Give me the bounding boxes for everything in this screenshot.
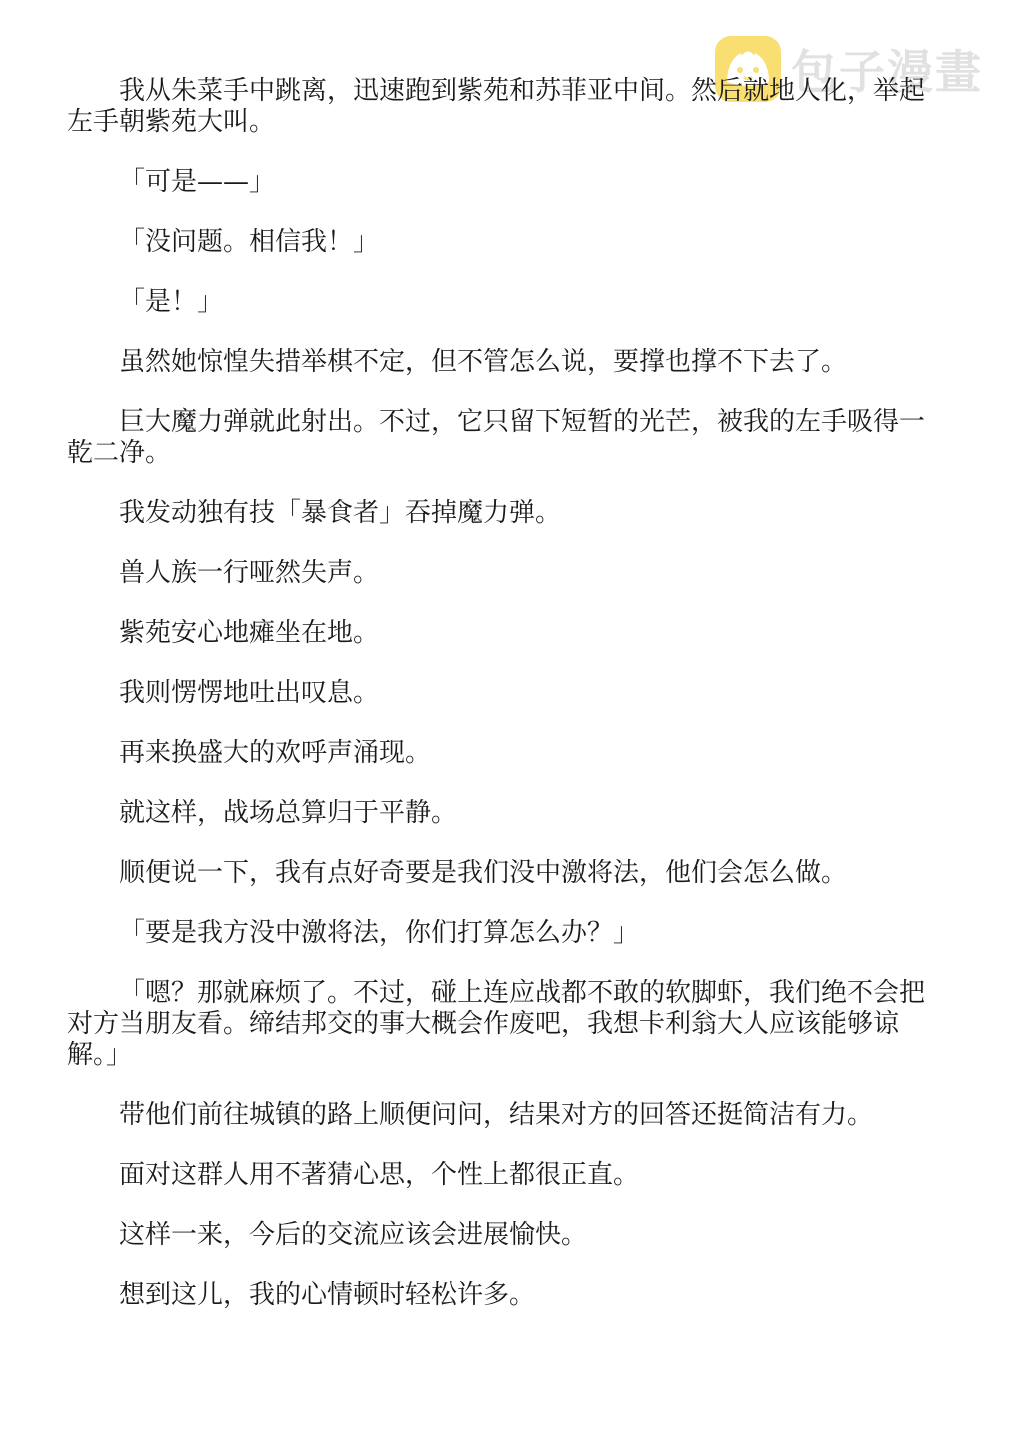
paragraph: 这样一来，今后的交流应该会进展愉快。 (119, 1220, 588, 1250)
paragraph: 紫苑安心地瘫坐在地。 (119, 618, 380, 648)
document-body (67, 76, 947, 1340)
paragraph: 面对这群人用不著猜心思，个性上都很正直。 (119, 1160, 640, 1190)
paragraph: 虽然她惊惶失措举棋不定，但不管怎么说，要撑也撑不下去了。 (119, 347, 848, 377)
paragraph: 「可是——」 (119, 167, 276, 197)
paragraph: 兽人族一行哑然失声。 (119, 558, 380, 588)
paragraph: 「嗯？那就麻烦了。不过，碰上连应战都不敢的软脚虾，我们绝不会把对方当朋友看。缔结邦交的事大概会作废吧，我想卡利翁大人应该能够谅解。」 (67, 978, 926, 1070)
paragraph: 就这样，战场总算归于平静。 (119, 798, 458, 828)
paragraph: 再来换盛大的欢呼声涌现。 (119, 738, 432, 768)
paragraph: 带他们前往城镇的路上顺便问问，结果对方的回答还挺简洁有力。 (119, 1100, 874, 1130)
paragraph: 我发动独有技「暴食者」吞掉魔力弹。 (119, 498, 562, 528)
paragraph: 「要是我方没中激将法，你们打算怎么办？」 (119, 918, 640, 948)
paragraph: 「没问题。相信我！」 (119, 227, 380, 257)
watermark-text: 包子漫畫 (791, 45, 983, 99)
paragraph: 想到这儿，我的心情顿时轻松许多。 (119, 1280, 536, 1310)
paragraph: 我则愣愣地吐出叹息。 (119, 678, 380, 708)
paragraph: 顺便说一下，我有点好奇要是我们没中激将法，他们会怎么做。 (119, 858, 848, 888)
paragraph: 我从朱菜手中跳离，迅速跑到紫苑和苏菲亚中间。然后就地人化，举起左手朝紫苑大叫。 (67, 76, 926, 137)
paragraph: 「是！」 (119, 287, 224, 317)
paragraph: 巨大魔力弹就此射出。不过，它只留下短暂的光芒，被我的左手吸得一乾二净。 (67, 407, 926, 468)
